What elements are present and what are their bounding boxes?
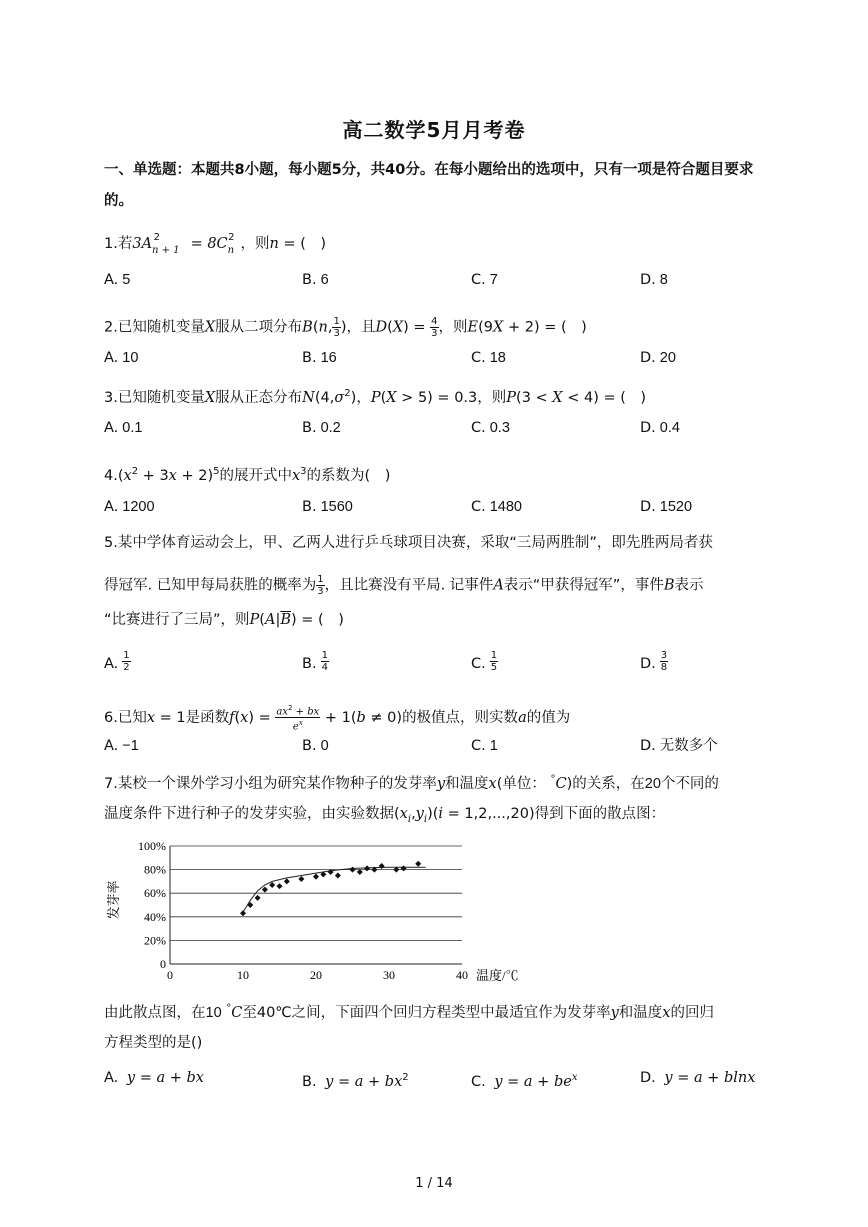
section-heading: 一、单选题：本题共8小题，每小题5分，共40分。在每小题给出的选项中，只有一项是符合题目要求的。 [104, 162, 754, 209]
x-tick-label: 0 [167, 968, 173, 982]
data-point [255, 895, 261, 901]
trend-curve [243, 867, 426, 912]
data-point [401, 865, 407, 871]
question-6: 6.已知x = 1是函数f(x) = $\frac{ax^2 + bx}{e^x}$ + 1(b ≠ 0)的极值点，则实数a的值为 [104, 704, 571, 733]
data-point [298, 876, 304, 882]
option-1d[interactable]: D. 8 [640, 272, 668, 288]
question-5-line-1: 5.某中学体育运动会上，甲、乙两人进行乒乓球项目决赛，采取“三局两胜制”，即先胜两局者获 [104, 535, 713, 551]
option-7c[interactable]: C. $y = a + be^x$ [471, 1072, 578, 1090]
option-5b[interactable]: B. $\frac{1}{4}$ [302, 650, 328, 673]
chart-y-ticks [138, 839, 166, 971]
option-5c[interactable]: C. $\frac{1}{5}$ [471, 650, 498, 673]
y-tick-label: 80% [144, 862, 166, 877]
data-point [335, 873, 341, 879]
x-tick-label: 30 [383, 968, 395, 982]
data-point [284, 878, 290, 884]
option-4b[interactable]: B. 1560 [302, 499, 353, 515]
option-7d[interactable]: D. y = a + blnx [640, 1070, 756, 1086]
question-5-line-3: “比赛进行了三局”，则$P(A|\overline{B})$ = ( ) [104, 612, 344, 628]
question-7-line-1: 7.某校一个课外学习小组为研究某作物种子的发芽率y和温度x(单位： °C)的关系，在20个不同的 [104, 774, 719, 792]
question-4: $4.(x^2 + 3x + 2)^5$的展开式中$x^3$的系数为( ) [104, 466, 391, 484]
option-5d[interactable]: D. $\frac{3}{8}$ [640, 650, 668, 673]
option-6d[interactable]: D. 无数多个 [640, 738, 718, 754]
data-point [262, 887, 268, 893]
scatter-chart [100, 836, 550, 986]
option-4d[interactable]: D. 1520 [640, 499, 693, 515]
chart-x-ticks [167, 968, 468, 982]
y-tick-label: 20% [144, 933, 166, 948]
question-7-line-4: 方程类型的是() [104, 1035, 203, 1051]
page-title: 高二数学5月月考卷 [342, 118, 526, 142]
option-3b[interactable]: B. 0.2 [302, 420, 341, 436]
question-1: 1.若$3A_{n + 1}^2 = 8C_n^2$ ，则n = ( ) [104, 232, 327, 256]
option-2a[interactable]: A. 10 [104, 350, 139, 366]
y-tick-label: 0 [160, 957, 166, 971]
option-6b[interactable]: B. 0 [302, 738, 329, 754]
option-4a[interactable]: A. 1200 [104, 499, 155, 515]
data-point [364, 865, 370, 871]
x-tick-label: 40 [456, 968, 468, 982]
data-point [277, 883, 283, 889]
page-number: 1 / 14 [415, 1176, 453, 1191]
option-7a[interactable]: A. y = a + bx [104, 1070, 204, 1086]
question-3: 3.已知随机变量X服从正态分布$N(4,\sigma^2)$，P(X > 5) = 0.3，则P(3 < X < 4) = ( ) [104, 388, 647, 406]
option-2d[interactable]: D. 20 [640, 350, 676, 366]
option-5a[interactable]: A. $\frac{1}{2}$ [104, 650, 130, 673]
y-tick-label: 40% [144, 909, 166, 924]
chart-points [240, 861, 421, 917]
question-2: 2.已知随机变量X服从二项分布B(n, $\frac{1}{3}$ )，且D(X) = $\frac{4}{3}$ ，则E(9X + 2) = ( ) [104, 316, 587, 339]
option-1a[interactable]: A. 5 [104, 272, 131, 288]
option-1c[interactable]: C. 7 [471, 272, 498, 288]
y-tick-label: 60% [144, 886, 166, 901]
option-2c[interactable]: C. 18 [471, 350, 506, 366]
option-3d[interactable]: D. 0.4 [640, 420, 680, 436]
data-point [379, 863, 385, 869]
data-point [240, 910, 246, 916]
y-tick-label: 100% [138, 839, 166, 853]
option-3c[interactable]: C. 0.3 [471, 420, 510, 436]
data-point [415, 861, 421, 867]
x-axis-label: 温度/℃ [476, 968, 519, 983]
y-axis-label: 发芽率 [106, 880, 121, 920]
question-7-line-2: 温度条件下进行种子的发芽实验，由实验数据$(x_i,y_i)(i = 1,2,...,20)$得到下面的散点图： [104, 806, 666, 825]
x-tick-label: 10 [237, 968, 249, 982]
option-4c[interactable]: C. 1480 [471, 499, 522, 515]
data-point [313, 874, 319, 880]
option-7b[interactable]: B. $y = a + bx^2$ [302, 1072, 409, 1090]
option-3a[interactable]: A. 0.1 [104, 420, 143, 436]
option-1b[interactable]: B. 6 [302, 272, 329, 288]
data-point [350, 867, 356, 873]
option-6a[interactable]: A. −1 [104, 738, 139, 754]
option-6c[interactable]: C. 1 [471, 738, 498, 754]
question-7-line-3: 由此散点图，在10 °C至40℃之间，下面四个回归方程类型中最适宜作为发芽率y和温度x的回归 [104, 1003, 714, 1021]
option-2b[interactable]: B. 16 [302, 350, 337, 366]
x-tick-label: 20 [310, 968, 322, 982]
question-5-line-2: 得冠军. 已知甲每局获胜的概率为 $\frac{1}{3}$ ，且比赛没有平局. 记事件A表示“甲获得冠军”，事件B表示 [104, 574, 704, 597]
